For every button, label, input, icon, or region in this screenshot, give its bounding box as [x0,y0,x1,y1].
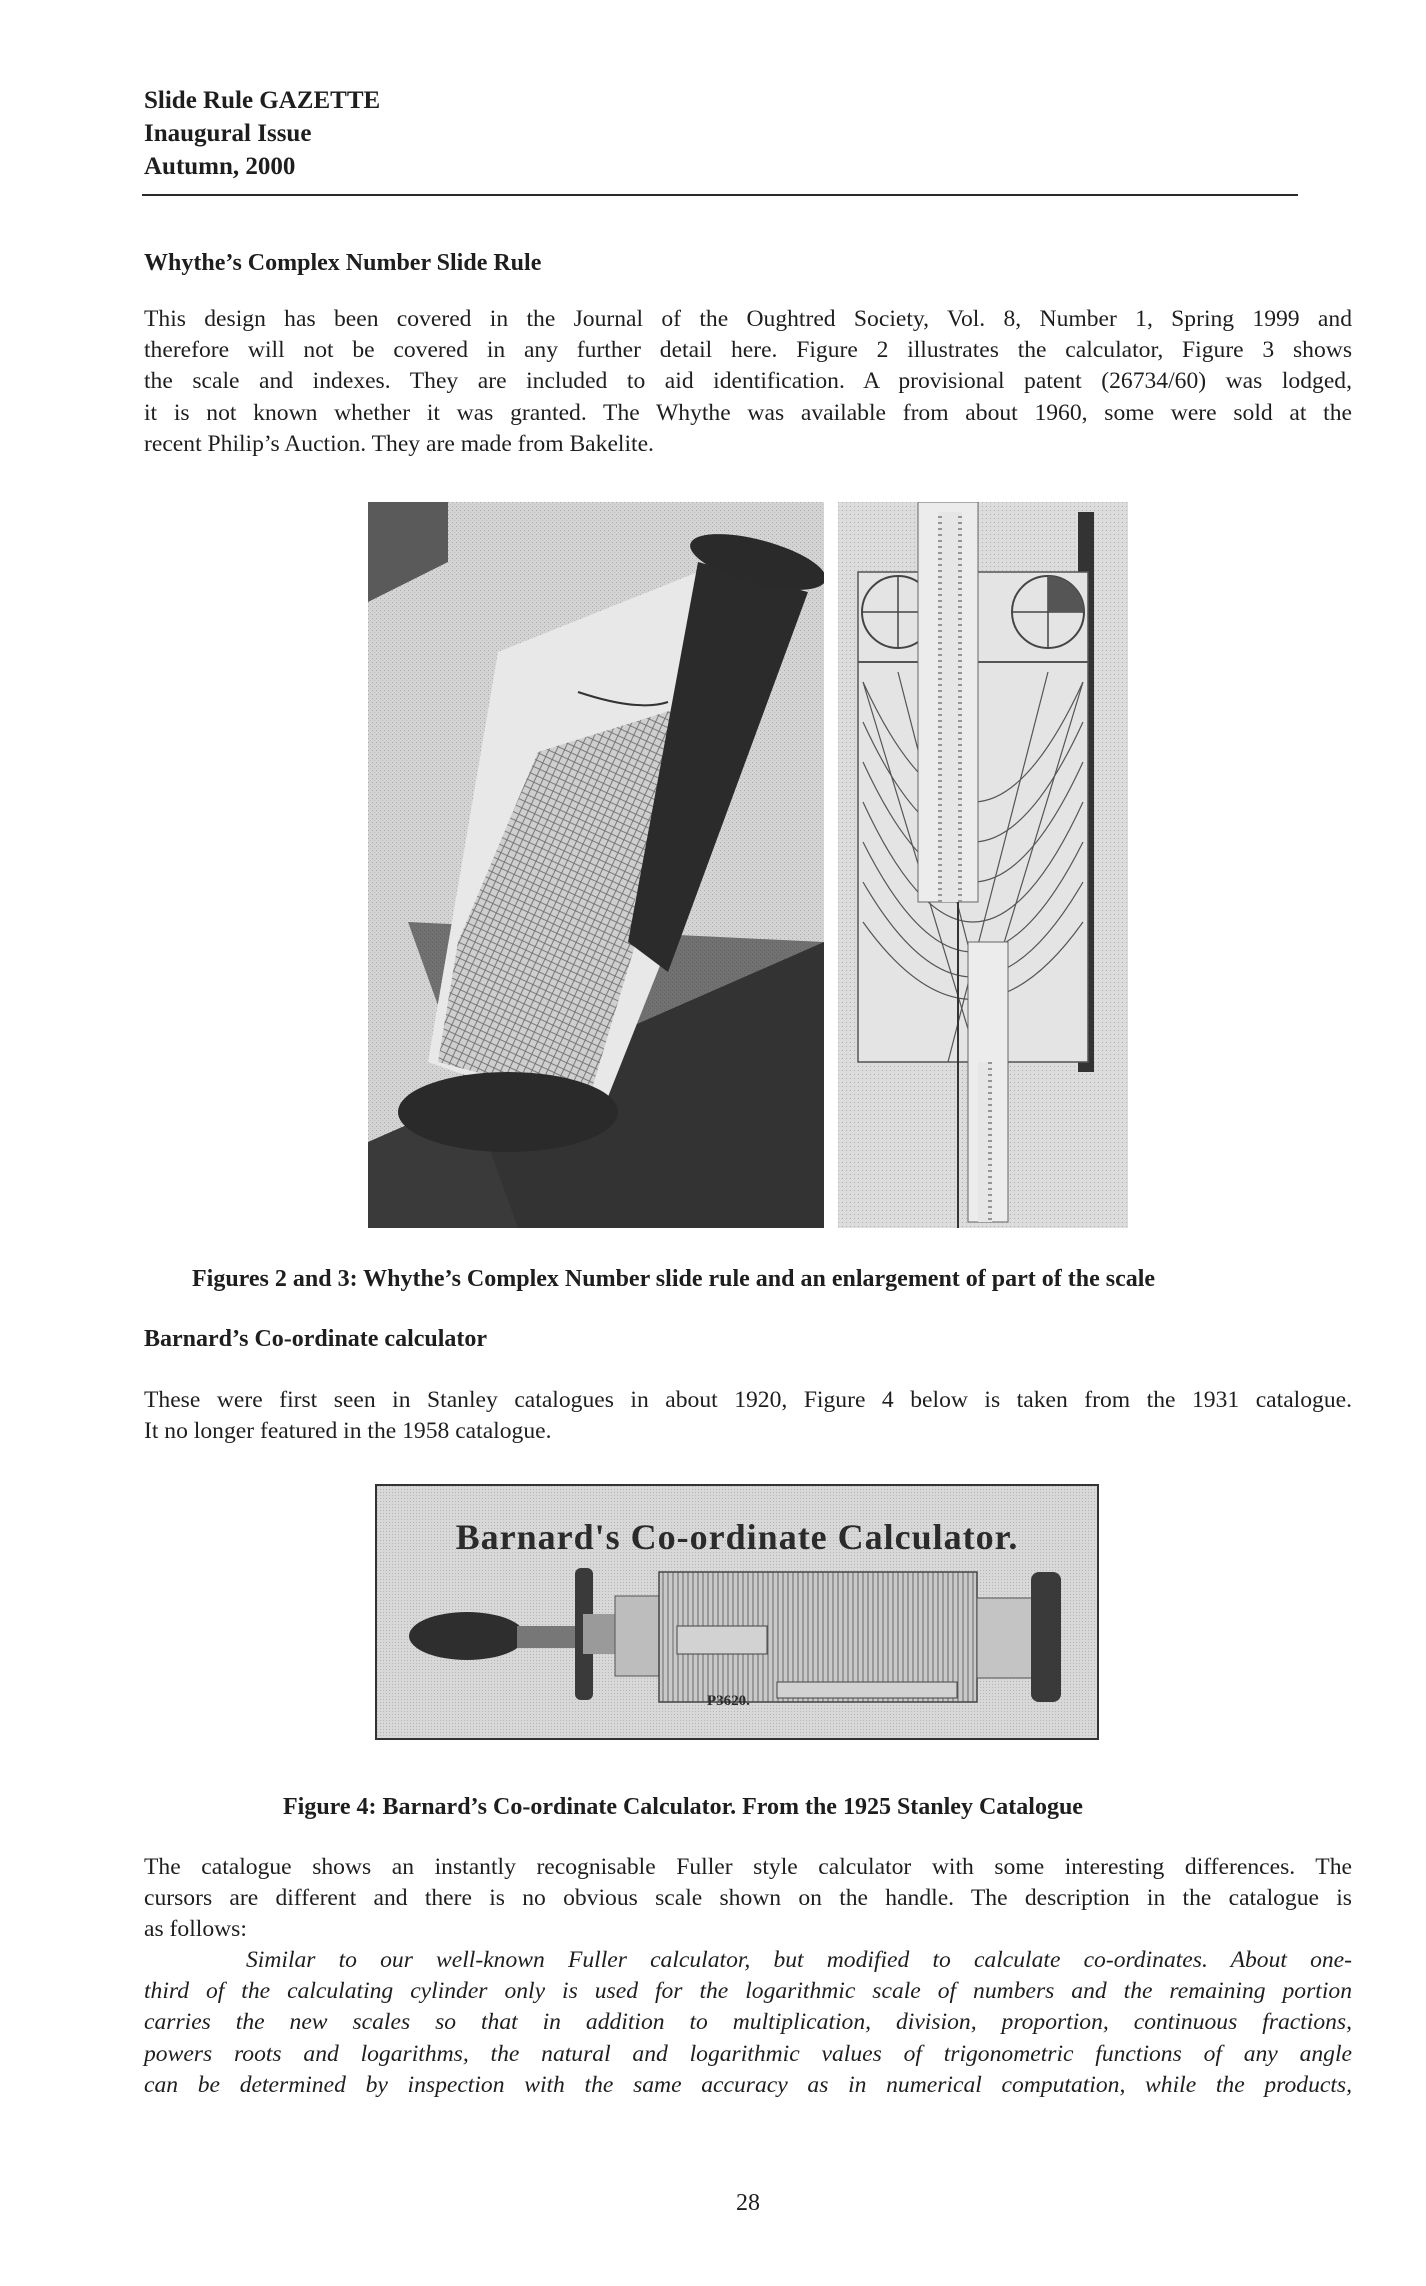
text-line: therefore will not be covered in any further detail here. Figure 2 illustrates the calculator, Figure 3 shows [144,337,1352,364]
text-line: the scale and indexes. They are included to aid identification. A provisional patent (26734/60) was lodged, [144,368,1352,395]
quote-line: powers roots and logarithms, the natural and logarithmic values of trigonometric functions of any angle [144,2040,1352,2067]
header-divider [142,194,1298,196]
text-line: it is not known whether it was granted. The Whythe was available from about 1960, some were sold at the [144,399,1352,426]
figure-3-photo [838,502,1128,1228]
paragraph-whythe [144,304,1352,460]
text-line: as follows: [144,1916,247,1943]
text-line: The catalogue shows an instantly recognisable Fuller style calculator with some interesting differences. The [144,1854,1352,1880]
text-line: These were first seen in Stanley catalogues in about 1920, Figure 4 below is taken from the 1931 catalogue. [144,1387,1352,1413]
catalogue-title: Barnard's Co-ordinate Calculator. [455,1517,1019,1557]
whythe-slide-rule-image [368,502,824,1228]
text-line: cursors are different and there is no obvious scale shown on the handle. The description in the catalogue is [144,1885,1352,1912]
issue-label: Inaugural Issue [144,120,312,147]
text-line: recent Philip’s Auction. They are made from Bakelite. [144,430,654,457]
figure-2-photo [368,502,824,1228]
text-line: This design has been covered in the Journal of the Oughtred Society, Vol. 8, Number 1, Spring 1999 and [144,306,1352,332]
section-heading-whythe: Whythe’s Complex Number Slide Rule [144,250,542,276]
figure-4-caption: Figure 4: Barnard’s Co-ordinate Calculator. From the 1925 Stanley Catalogue [283,1794,1083,1820]
quote-line: carries the new scales so that in addition to multiplication, division, proportion, continuous fractions, [144,2009,1352,2036]
publication-title: Slide Rule GAZETTE [144,87,381,114]
figure-2-3-caption: Figures 2 and 3: Whythe’s Complex Number slide rule and an enlargement of part of the scale [192,1266,1156,1292]
paragraph-barnard-intro [144,1385,1352,1447]
catalogue-item-code: P3620. [707,1693,750,1709]
running-header [144,84,380,183]
text-line: It no longer featured in the 1958 catalogue. [144,1418,552,1445]
issue-date: Autumn, 2000 [144,153,296,180]
section-heading-barnard: Barnard’s Co-ordinate calculator [144,1326,488,1352]
quote-line: can be determined by inspection with the same accuracy as in numerical computation, while the products, [144,2071,1352,2098]
quote-line: third of the calculating cylinder only is used for the logarithmic scale of numbers and the remaining portion [144,1978,1352,2005]
page-number: 28 [736,2190,760,2216]
catalogue-quote [144,1945,1352,2101]
paragraph-catalogue-description [144,1852,1352,1946]
quote-line: Similar to our well-known Fuller calculator, but modified to calculate co-ordinates. About one- [246,1947,1352,1973]
figure-4-catalogue-image [375,1484,1099,1740]
whythe-scale-enlargement-image [838,502,1128,1228]
